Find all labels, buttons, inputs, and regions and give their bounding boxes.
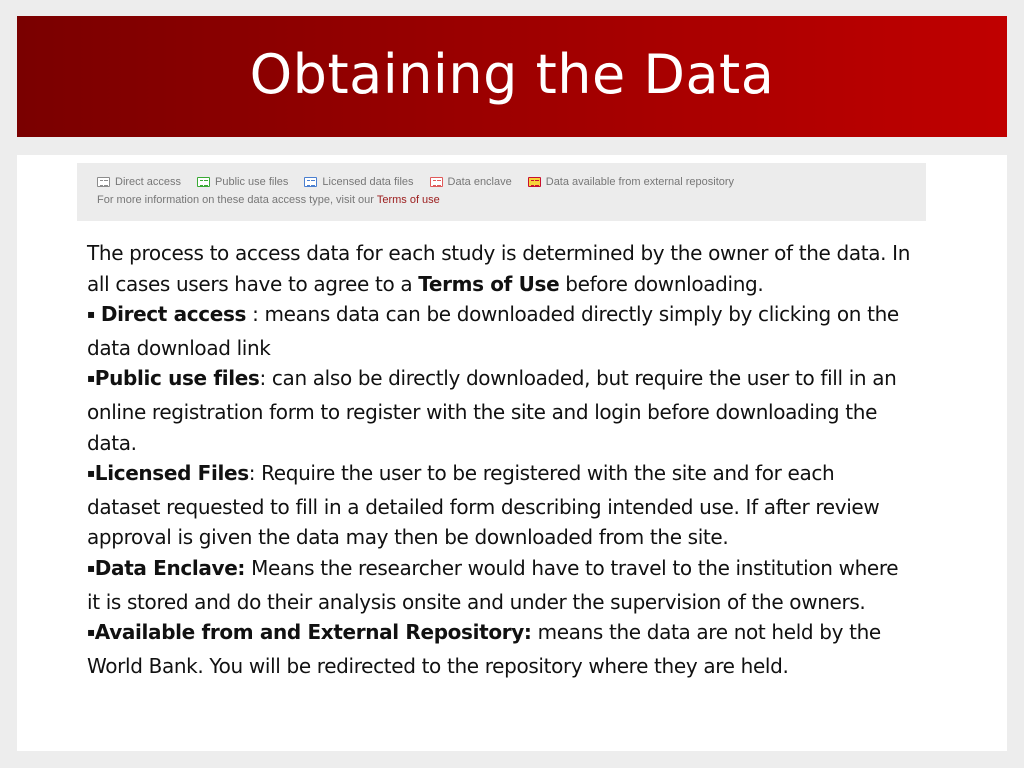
intro-paragraph [87, 238, 912, 299]
intro-text-1: The process to access data for each study is determined by the owner of the data. In all cases users have to agree to a [87, 241, 911, 296]
list-item [87, 458, 912, 553]
content-panel [17, 155, 1007, 751]
legend-label: Data enclave [447, 176, 512, 188]
list-item-term: Direct access [100, 302, 247, 327]
legend-item-public-use-files [197, 176, 288, 188]
legend-item-direct-access [97, 176, 181, 188]
list-item-term: Available from and External Repository: [94, 620, 532, 645]
legend-item-external-repository [528, 176, 734, 188]
legend-note [97, 194, 440, 206]
body-text [87, 238, 912, 681]
list-item-text: means the data are not held by the World Bank. You will be redirected to the repository where they are held. [87, 620, 881, 678]
bullet-icon: ▪ [87, 560, 95, 575]
list-item-term: Data Enclave: [94, 555, 246, 580]
legend-item-licensed-data-files [304, 176, 413, 188]
list-item-text: : can also be directly downloaded, but require the user to fill in an online registration form to register with the site and login before downloading the data. [87, 366, 897, 455]
public-use-files-icon [197, 177, 210, 187]
legend-row [97, 176, 750, 188]
list-item [87, 553, 912, 617]
bullet-icon: ▪ [87, 625, 95, 640]
legend-item-data-enclave [430, 176, 512, 188]
bullet-icon: ▪ [87, 371, 95, 386]
list-item-term: Licensed Files [94, 461, 249, 486]
bullet-icon: ▪ [87, 466, 95, 481]
terms-of-use-term: Terms of Use [418, 271, 560, 296]
access-type-legend [77, 163, 926, 221]
terms-of-use-link[interactable]: Terms of use [376, 194, 440, 206]
list-item [87, 617, 912, 681]
legend-note-text: For more information on these data access type, visit our [97, 194, 374, 206]
legend-label: Direct access [115, 176, 182, 188]
intro-text-2: before downloading. [559, 271, 764, 296]
title-banner [17, 16, 1007, 137]
bullet-icon: ▪ [87, 307, 95, 322]
legend-label: Data available from external repository [545, 176, 735, 188]
list-item [87, 299, 912, 363]
list-item-text: : means data can be downloaded directly simply by clicking on the data download link [87, 302, 899, 360]
external-repository-icon [528, 177, 541, 187]
slide-title: Obtaining the Data [249, 43, 775, 106]
data-enclave-icon [430, 177, 443, 187]
direct-access-icon [97, 177, 110, 187]
list-item [87, 363, 912, 458]
list-item-text: : Require the user to be registered with the site and for each dataset requested to fill in a detailed form describing intended use. If after review approval is given the data may then be downloaded from the site. [87, 461, 880, 550]
list-item-text: Means the researcher would have to travel to the institution where it is stored and do their analysis onsite and under the supervision of the owners. [87, 555, 899, 614]
licensed-data-files-icon [304, 177, 317, 187]
list-item-term: Public use files [94, 366, 260, 391]
legend-label: Public use files [215, 176, 289, 188]
legend-label: Licensed data files [322, 176, 414, 188]
